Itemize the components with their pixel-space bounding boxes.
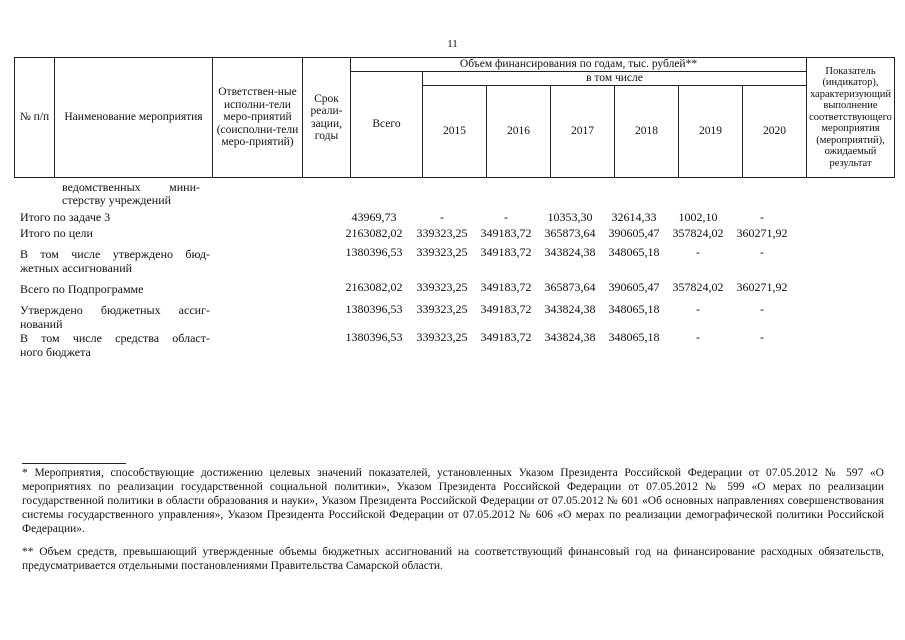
cell-2017: 343824,38 bbox=[544, 330, 596, 344]
cell-2019: 1002,10 bbox=[678, 210, 718, 224]
cell-2019: 357824,02 bbox=[672, 280, 724, 294]
cell-2015: 339323,25 bbox=[416, 280, 468, 294]
cell-2015: 339323,25 bbox=[416, 330, 468, 344]
header-year: 2016 bbox=[487, 86, 551, 178]
cell-2016: 349183,72 bbox=[480, 226, 532, 240]
row-label: Утверждено бюджетных ассиг- bbox=[20, 303, 210, 317]
header-name: Наименование мероприятия bbox=[55, 58, 213, 178]
footnote-1: * Мероприятия, способствующие достижению целевых значений показателей, установленных Указом Президента Российской Федерации от 07.05.2012 № 597 «О мероприятиях по реализации государственной социальной политики», Указом Президента Российской Федерации от 07.05.2012 № 599 «О мерах по реализации государственной политики в области образования и науки», Указом Президента Российской Федерации от 07.05.2012 № 601 «Об основных направлениях совершенствования системы государственного управления», Указом Президента Российской Федерации от 07.05.2012 № 606 «О мерах по реализации демографической политики Российской Федерации». bbox=[22, 467, 884, 535]
cell-2020: - bbox=[760, 330, 764, 344]
footnote-2: ** Объем средств, превышающий утвержденные объемы бюджетных ассигнований на соответствующий финансовый год на финансирование расходных обязательств, предусматривается отдельными постановлениями Правительства Самарской области. bbox=[22, 546, 884, 572]
cell-2020: 360271,92 bbox=[736, 226, 788, 240]
row-label: Итого по задаче 3 bbox=[20, 210, 111, 224]
row-label: Всего по Подпрограмме bbox=[20, 282, 144, 296]
cell-2017: 365873,64 bbox=[544, 226, 596, 240]
cell-total: 2163082,02 bbox=[345, 226, 403, 240]
header-total: Всего bbox=[351, 72, 423, 178]
header-term: Срок реали-зации, годы bbox=[303, 58, 351, 178]
header-responsible: Ответствен-ные исполни-тели меро-приятий (соисполни-тели меро-приятий) bbox=[213, 58, 303, 178]
header-indicator: Показатель (индикатор), характеризующий выполнение соответствующего мероприятия (мероприятий), ожидаемый результат bbox=[807, 58, 895, 178]
cell-total: 43969,73 bbox=[351, 210, 397, 224]
cell-2018: 390605,47 bbox=[608, 226, 660, 240]
row-label: В том числе средства област- bbox=[20, 331, 210, 345]
row-label: ного бюджета bbox=[20, 345, 91, 359]
row-label: Итого по цели bbox=[20, 226, 93, 240]
cell-2016: - bbox=[504, 210, 508, 224]
header-year: 2017 bbox=[551, 86, 615, 178]
cell-2020: 360271,92 bbox=[736, 280, 788, 294]
continuation-line: ведомственных мини- bbox=[62, 180, 200, 194]
cell-2016: 349183,72 bbox=[480, 330, 532, 344]
cell-total: 1380396,53 bbox=[345, 302, 403, 316]
cell-2018: 348065,18 bbox=[608, 302, 660, 316]
header-including: в том числе bbox=[423, 72, 807, 86]
cell-2020: - bbox=[760, 245, 764, 259]
cell-2018: 390605,47 bbox=[608, 280, 660, 294]
cell-2019: - bbox=[696, 302, 700, 316]
cell-2019: - bbox=[696, 330, 700, 344]
continuation-line: стерству учреждений bbox=[62, 193, 172, 207]
page-number: 11 bbox=[447, 38, 458, 50]
cell-2015: 339323,25 bbox=[416, 245, 468, 259]
cell-2020: - bbox=[760, 210, 764, 224]
header-year: 2019 bbox=[679, 86, 743, 178]
header-year: 2018 bbox=[615, 86, 679, 178]
cell-2016: 349183,72 bbox=[480, 245, 532, 259]
cell-2015: - bbox=[440, 210, 444, 224]
cell-total: 2163082,02 bbox=[345, 280, 403, 294]
cell-2017: 365873,64 bbox=[544, 280, 596, 294]
header-no: № п/п bbox=[15, 58, 55, 178]
cell-2018: 348065,18 bbox=[608, 245, 660, 259]
cell-2019: - bbox=[696, 245, 700, 259]
cell-2015: 339323,25 bbox=[416, 302, 468, 316]
row-label: жетных ассигнований bbox=[20, 261, 133, 275]
header-year: 2015 bbox=[423, 86, 487, 178]
cell-2017: 343824,38 bbox=[544, 245, 596, 259]
cell-2016: 349183,72 bbox=[480, 280, 532, 294]
cell-2018: 32614,33 bbox=[611, 210, 657, 224]
header-year: 2020 bbox=[743, 86, 807, 178]
cell-2017: 343824,38 bbox=[544, 302, 596, 316]
row-label: В том числе утверждено бюд- bbox=[20, 247, 210, 261]
cell-2015: 339323,25 bbox=[416, 226, 468, 240]
cell-2018: 348065,18 bbox=[608, 330, 660, 344]
cell-2017: 10353,30 bbox=[547, 210, 593, 224]
footnote-separator bbox=[22, 463, 126, 464]
cell-2019: 357824,02 bbox=[672, 226, 724, 240]
cell-2016: 349183,72 bbox=[480, 302, 532, 316]
header-funding: Объем финансирования по годам, тыс. рублей** bbox=[351, 58, 807, 72]
row-label: нований bbox=[20, 317, 63, 331]
cell-total: 1380396,53 bbox=[345, 245, 403, 259]
cell-2020: - bbox=[760, 302, 764, 316]
cell-total: 1380396,53 bbox=[345, 330, 403, 344]
